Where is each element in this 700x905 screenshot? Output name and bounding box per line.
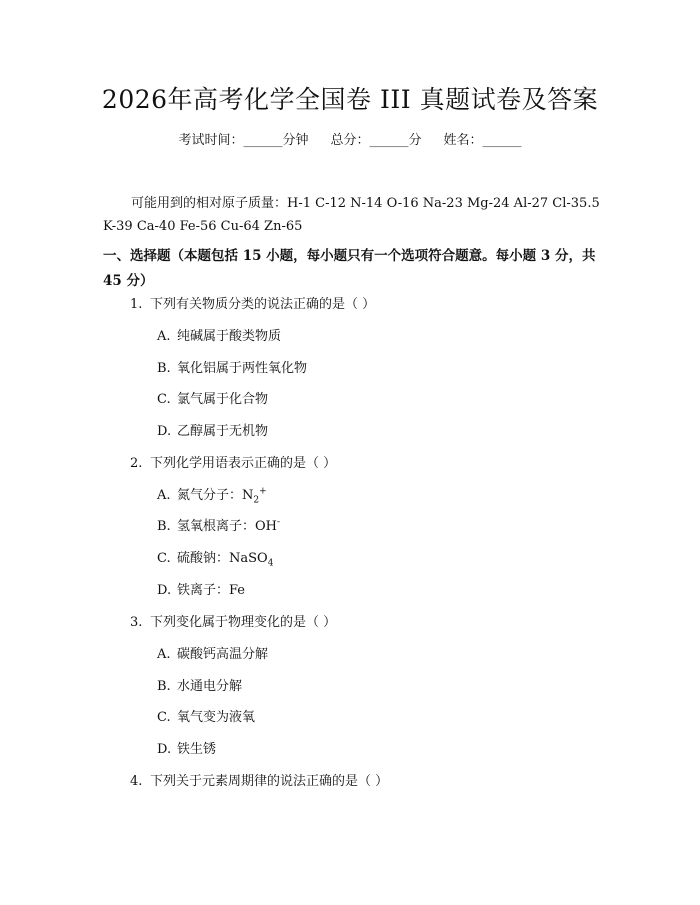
option-letter: B. xyxy=(157,519,171,534)
question-stem xyxy=(130,613,336,633)
option-text: 氧气变为液氧 xyxy=(177,710,256,725)
option-text: 氢氧根离子：OH xyxy=(177,519,277,534)
answer-option xyxy=(157,422,268,442)
option-letter: A. xyxy=(157,647,171,662)
question-number: 4. xyxy=(130,774,143,789)
option-text: 氮气分子：N xyxy=(177,488,254,503)
answer-option xyxy=(157,581,245,601)
answer-option xyxy=(157,359,307,379)
option-letter: D. xyxy=(157,583,172,598)
exam-info-line xyxy=(0,131,700,151)
option-text: 碳酸钙高温分解 xyxy=(177,647,269,662)
question-number: 3. xyxy=(130,615,143,630)
question-text: 下列有关物质分类的说法正确的是（ ） xyxy=(150,297,376,312)
answer-option xyxy=(157,677,242,697)
option-text: 氧化铝属于两性氧化物 xyxy=(177,361,308,376)
section-heading: 一、选择题（本题包括 15 小题，每小题只有一个选项符合题意。每小题 3 分，共 45 分） xyxy=(103,248,596,289)
atomic-mass-note: 可能用到的相对原子质量：H-1 C-12 N-14 O-16 Na-23 Mg-24 Al-27 Cl-35.5 K-39 Ca-40 Fe-56 Cu-64 Zn-65 xyxy=(103,196,600,234)
option-text: 纯碱属于酸类物质 xyxy=(177,329,282,344)
option-letter: D. xyxy=(157,424,172,439)
question-text: 下列变化属于物理变化的是（ ） xyxy=(150,615,337,630)
exam-time-field: 考试时间：______分钟 xyxy=(178,133,309,148)
option-letter: C. xyxy=(157,551,171,566)
option-letter: C. xyxy=(157,710,171,725)
option-text: 氯气属于化合物 xyxy=(177,392,269,407)
question-stem xyxy=(130,295,375,315)
option-letter: B. xyxy=(157,679,171,694)
answer-option xyxy=(157,390,268,410)
answer-option xyxy=(157,708,255,728)
option-text: 水通电分解 xyxy=(177,679,243,694)
answer-option xyxy=(157,549,273,569)
question-stem xyxy=(130,454,336,474)
question-number: 2. xyxy=(130,456,143,471)
exam-score-field: 总分：______分 xyxy=(330,133,422,148)
formula-superscript: - xyxy=(277,517,281,528)
formula-subscript: 2 xyxy=(253,495,260,506)
question-text: 下列关于元素周期律的说法正确的是（ ） xyxy=(150,774,389,789)
formula-subscript: 4 xyxy=(267,558,274,569)
option-text: 铁离子：Fe xyxy=(177,583,246,598)
option-letter: D. xyxy=(157,742,172,757)
option-text: 乙醇属于无机物 xyxy=(177,424,269,439)
question-text: 下列化学用语表示正确的是（ ） xyxy=(150,456,337,471)
option-letter: A. xyxy=(157,329,171,344)
option-text: 铁生锈 xyxy=(177,742,217,757)
answer-option xyxy=(157,327,281,347)
answer-option xyxy=(157,517,280,537)
student-name-field: 姓名：______ xyxy=(443,133,522,148)
answer-option xyxy=(157,645,268,665)
option-letter: C. xyxy=(157,392,171,407)
question-number: 1. xyxy=(130,297,143,312)
option-letter: B. xyxy=(157,361,171,376)
option-text: 硫酸钠：NaSO xyxy=(177,551,268,566)
option-letter: A. xyxy=(157,488,171,503)
formula-superscript: + xyxy=(259,486,267,497)
answer-option xyxy=(157,740,216,760)
question-stem xyxy=(130,772,388,792)
exam-title: 2026年高考化学全国卷 III 真题试卷及答案 xyxy=(101,85,599,114)
answer-option xyxy=(157,486,267,506)
